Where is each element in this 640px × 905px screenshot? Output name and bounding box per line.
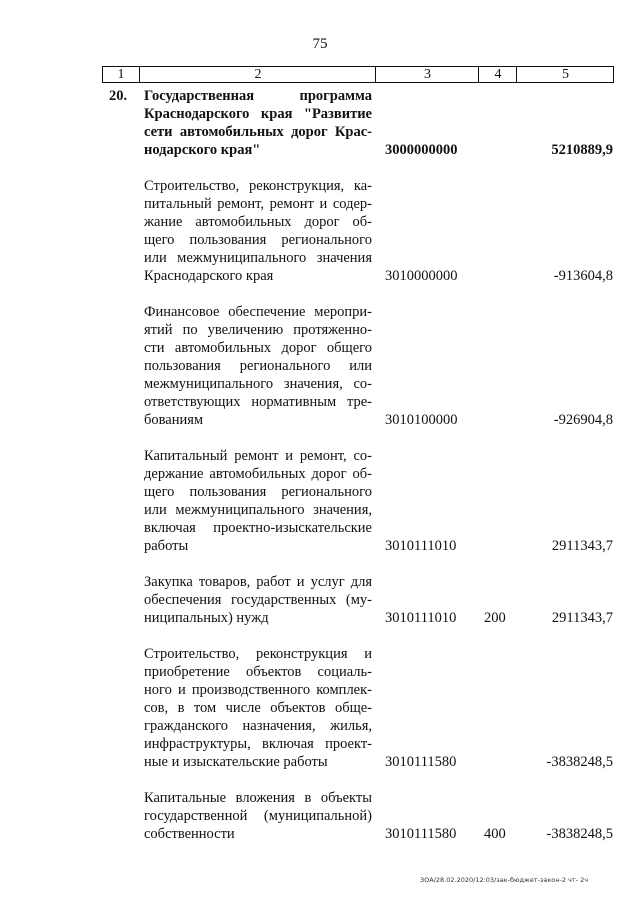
- row-amount: 5210889,9: [551, 142, 613, 158]
- description-line: или межмуниципального значения: [144, 250, 372, 266]
- row-expense-type: 200: [484, 610, 506, 626]
- description-line: питальный ремонт, ремонт и содер-: [144, 196, 372, 212]
- description-line: Капитальный ремонт и ремонт, со-: [144, 448, 372, 464]
- description-line: пользования регионального или: [144, 358, 372, 374]
- header-col-4: 4: [478, 67, 517, 82]
- row-description: [144, 573, 372, 627]
- description-line: обеспечения государственных (му-: [144, 592, 372, 608]
- description-line: приобретение объектов социаль-: [144, 664, 372, 680]
- description-line: или межмуниципального значения,: [144, 502, 372, 518]
- description-line: Краснодарского края: [144, 268, 274, 284]
- row-amount: 2911343,7: [551, 538, 613, 554]
- row-description: [144, 303, 372, 429]
- description-line: щего пользования регионального: [144, 484, 372, 500]
- row-number: 20.: [109, 88, 128, 104]
- description-line: жание автомобильных дорог об-: [144, 214, 372, 230]
- description-line: межмуниципального значения, со-: [144, 376, 372, 392]
- description-line: ного и производственного комплек-: [144, 682, 372, 698]
- row-code: 3010100000: [385, 412, 458, 428]
- description-line: нодарского края": [144, 142, 261, 158]
- description-line: ниципальных) нужд: [144, 610, 269, 626]
- description-line: Государственная программа: [144, 88, 372, 104]
- row-amount: -926904,8: [553, 412, 613, 428]
- description-line: бованиям: [144, 412, 204, 428]
- description-line: гражданского назначения, жилья,: [144, 718, 372, 734]
- description-line: сов, в том числе объектов обще-: [144, 700, 372, 716]
- row-description: [144, 645, 372, 771]
- header-col-2: 2: [139, 67, 376, 82]
- description-line: Закупка товаров, работ и услуг для: [144, 574, 372, 590]
- description-line: ответствующих нормативным тре-: [144, 394, 372, 410]
- description-line: включая проектно-изыскательские: [144, 520, 372, 536]
- row-code: 3000000000: [385, 142, 458, 158]
- row-amount: 2911343,7: [551, 610, 613, 626]
- row-expense-type: 400: [484, 826, 506, 842]
- description-line: работы: [144, 538, 189, 554]
- description-line: Капитальные вложения в объекты: [144, 790, 372, 806]
- description-line: держание автомобильных дорог об-: [144, 466, 372, 482]
- description-line: Финансовое обеспечение меропри-: [144, 304, 372, 320]
- table-header-row: [102, 66, 614, 83]
- row-amount: -3838248,5: [546, 754, 613, 770]
- description-line: Строительство, реконструкция и: [144, 646, 372, 662]
- header-col-1: 1: [117, 67, 125, 82]
- description-line: государственной (муниципальной): [144, 808, 372, 824]
- description-line: сети автомобильных дорог Крас-: [144, 124, 372, 140]
- description-line: Строительство, реконструкция, ка-: [144, 178, 372, 194]
- row-code: 3010111580: [385, 826, 457, 842]
- row-amount: -3838248,5: [546, 826, 613, 842]
- row-code: 3010111010: [385, 538, 457, 554]
- header-col-3: 3: [375, 67, 479, 82]
- row-code: 3010000000: [385, 268, 458, 284]
- header-col-5: 5: [516, 67, 614, 82]
- description-line: инфраструктуры, включая проект-: [144, 736, 372, 752]
- row-description: [144, 447, 372, 555]
- page-number: 75: [312, 36, 328, 52]
- description-line: щего пользования регионального: [144, 232, 372, 248]
- footer-stamp: ЗОА/28.02.2020/12:03/зак-бюджет-закон-2 чт- 2ч: [420, 876, 589, 884]
- description-line: Краснодарского края "Развитие: [144, 106, 372, 122]
- row-description: [144, 87, 372, 159]
- description-line: сти автомобильных дорог общего: [144, 340, 372, 356]
- description-line: ные и изыскательские работы: [144, 754, 328, 770]
- row-description: [144, 177, 372, 285]
- row-description: [144, 789, 372, 843]
- row-amount: -913604,8: [553, 268, 613, 284]
- row-code: 3010111010: [385, 610, 457, 626]
- row-code: 3010111580: [385, 754, 457, 770]
- description-line: ятий по увеличению протяженно-: [144, 322, 372, 338]
- description-line: собственности: [144, 826, 235, 842]
